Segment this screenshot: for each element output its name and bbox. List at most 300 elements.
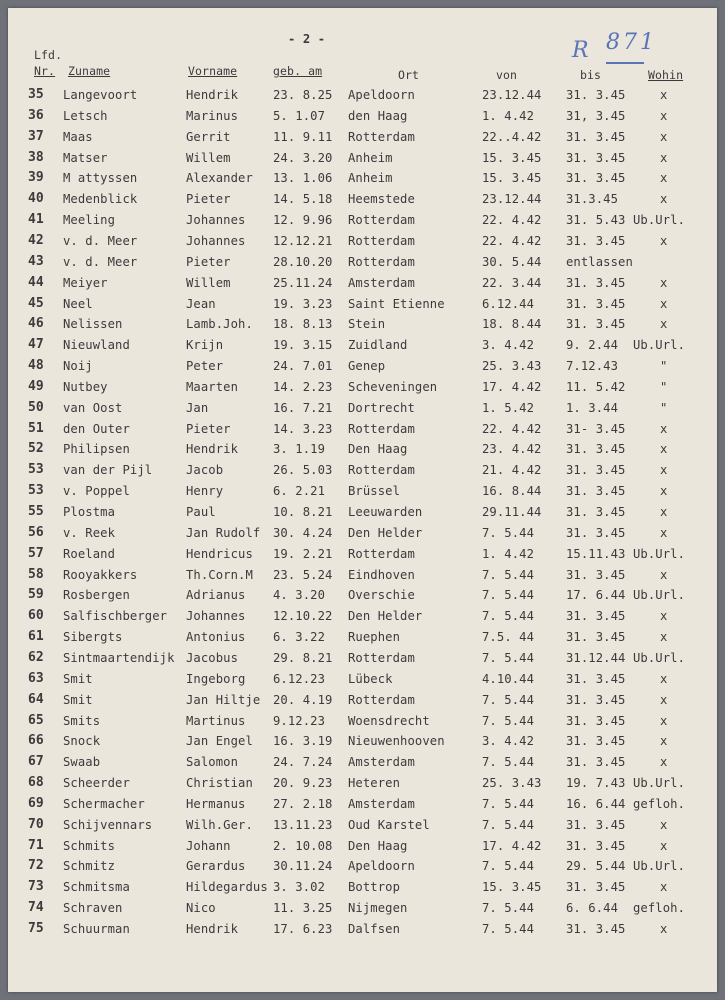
row-nr: 73 xyxy=(28,879,44,895)
row-ort: Den Helder xyxy=(348,525,423,540)
row-wohin: x xyxy=(660,421,668,436)
row-bis: 31. 3.45 xyxy=(566,755,626,770)
row-bis: 7.12.43 xyxy=(566,359,619,374)
table-row xyxy=(8,255,717,275)
row-nr: 71 xyxy=(28,837,44,853)
row-nr: 35 xyxy=(28,87,44,102)
row-geb: 30.11.24 xyxy=(273,859,333,874)
row-geb: 12.10.22 xyxy=(273,609,333,624)
row-vorname: Johannes xyxy=(186,233,246,248)
row-vorname: Jacobus xyxy=(186,650,239,665)
row-nr: 41 xyxy=(28,212,44,228)
row-nr: 52 xyxy=(28,441,44,457)
row-von: 23.12.44 xyxy=(482,88,542,102)
row-von: 30. 5.44 xyxy=(482,254,542,269)
row-vorname: Th.Corn.M xyxy=(186,567,253,582)
row-ort: Apeldoorn xyxy=(348,859,415,874)
row-geb: 24. 3.20 xyxy=(273,150,333,165)
table-row xyxy=(8,630,717,650)
row-bis: 31. 3.45 xyxy=(566,150,626,165)
row-zuname: Sintmaartendijk xyxy=(63,650,175,665)
table-row xyxy=(8,276,717,296)
archive-annotation-number: 871 xyxy=(606,30,657,55)
row-zuname: Philipsen xyxy=(63,442,130,457)
table-row xyxy=(8,234,717,254)
row-wohin: x xyxy=(660,88,668,102)
row-zuname: van der Pijl xyxy=(63,463,153,478)
row-nr: 50 xyxy=(28,399,44,415)
row-nr: 59 xyxy=(28,587,44,603)
row-nr: 60 xyxy=(28,608,44,624)
row-zuname: Nutbey xyxy=(63,379,108,394)
row-vorname: Johannes xyxy=(186,609,246,624)
row-bis: 31. 3.45 xyxy=(566,630,626,645)
table-row xyxy=(8,422,717,442)
row-geb: 30. 4.24 xyxy=(273,525,333,540)
row-zuname: Langevoort xyxy=(63,88,138,102)
row-wohin: x xyxy=(660,609,668,624)
row-wohin: x xyxy=(660,442,668,457)
row-vorname: Jan Rudolf xyxy=(186,525,261,540)
row-wohin: x xyxy=(660,484,668,499)
table-row xyxy=(8,568,717,588)
row-geb: 23. 8.25 xyxy=(273,88,333,102)
row-geb: 27. 2.18 xyxy=(273,796,333,811)
row-nr: 46 xyxy=(28,316,44,332)
row-wohin: x xyxy=(660,463,668,478)
row-geb: 19. 3.15 xyxy=(273,338,333,353)
row-vorname: Pieter xyxy=(186,192,231,207)
row-zuname: van Oost xyxy=(63,400,123,415)
table-row xyxy=(8,463,717,483)
row-bis: 31. 3.45 xyxy=(566,922,626,936)
table-row xyxy=(8,922,717,942)
row-vorname: Hermanus xyxy=(186,796,246,811)
row-vorname: Alexander xyxy=(186,171,253,186)
row-wohin: x xyxy=(660,922,668,936)
row-geb: 14. 5.18 xyxy=(273,192,333,207)
row-geb: 3. 3.02 xyxy=(273,880,326,895)
row-nr: 51 xyxy=(28,420,44,436)
row-nr: 64 xyxy=(28,691,44,707)
row-geb: 13. 1.06 xyxy=(273,171,333,186)
row-vorname: Antonius xyxy=(186,630,246,645)
page-number: - 2 - xyxy=(288,32,326,46)
row-geb: 5. 1.07 xyxy=(273,108,326,123)
row-vorname: Gerrit xyxy=(186,129,231,144)
row-ort: Rotterdam xyxy=(348,546,415,561)
table-row xyxy=(8,526,717,546)
row-von: 25. 3.43 xyxy=(482,359,542,374)
row-nr: 58 xyxy=(28,566,44,582)
row-bis: entlassen xyxy=(566,254,633,269)
row-bis: 31. 3.45 xyxy=(566,275,626,290)
row-wohin: x xyxy=(660,275,668,290)
row-geb: 20. 9.23 xyxy=(273,776,333,791)
table-row xyxy=(8,213,717,233)
row-nr: 70 xyxy=(28,816,44,832)
document-page xyxy=(8,8,717,992)
row-geb: 17. 6.23 xyxy=(273,922,333,936)
row-ort: Anheim xyxy=(348,171,393,186)
row-ort: Nijmegen xyxy=(348,901,408,916)
row-wohin: x xyxy=(660,296,668,311)
row-bis: 1. 3.44 xyxy=(566,400,619,415)
row-vorname: Christian xyxy=(186,776,253,791)
row-von: 7. 5.44 xyxy=(482,713,535,728)
row-von: 1. 5.42 xyxy=(482,400,535,415)
row-von: 15. 3.45 xyxy=(482,171,542,186)
row-zuname: Schermacher xyxy=(63,796,145,811)
row-geb: 6. 3.22 xyxy=(273,630,326,645)
table-row xyxy=(8,547,717,567)
table-row xyxy=(8,776,717,796)
header-geb-am: geb. am xyxy=(273,64,323,78)
row-vorname: Marinus xyxy=(186,108,239,123)
row-ort: Rotterdam xyxy=(348,233,415,248)
row-geb: 6.12.23 xyxy=(273,671,326,686)
row-zuname: Smits xyxy=(63,713,101,728)
row-von: 23.12.44 xyxy=(482,192,542,207)
header-nr: Nr. xyxy=(34,64,56,78)
row-nr: 61 xyxy=(28,629,44,645)
row-wohin: Ub.Url. xyxy=(633,213,686,228)
row-wohin: x xyxy=(660,713,668,728)
row-von: 22..4.42 xyxy=(482,129,542,144)
row-ort: Zuidland xyxy=(348,338,408,353)
row-zuname: Snock xyxy=(63,734,101,749)
table-row xyxy=(8,880,717,900)
row-bis: 11. 5.42 xyxy=(566,379,626,394)
row-vorname: Maarten xyxy=(186,379,239,394)
row-nr: 53 xyxy=(28,483,44,499)
row-wohin: x xyxy=(660,233,668,248)
row-wohin: Ub.Url. xyxy=(633,546,686,561)
row-von: 3. 4.42 xyxy=(482,734,535,749)
row-von: 7. 5.44 xyxy=(482,796,535,811)
table-row xyxy=(8,192,717,212)
row-wohin: x xyxy=(660,150,668,165)
row-bis: 31. 3.45 xyxy=(566,88,626,102)
row-vorname: Hendrik xyxy=(186,88,239,102)
row-von: 7. 5.44 xyxy=(482,525,535,540)
row-vorname: Salomon xyxy=(186,755,239,770)
row-bis: 31. 3.45 xyxy=(566,463,626,478)
row-von: 22. 4.42 xyxy=(482,421,542,436)
row-zuname: Plostma xyxy=(63,505,116,519)
row-nr: 45 xyxy=(28,295,44,311)
row-zuname: Schmitz xyxy=(63,859,116,874)
row-vorname: Paul xyxy=(186,505,216,519)
header-vorname: Vorname xyxy=(188,64,238,78)
row-bis: 31. 3.45 xyxy=(566,505,626,519)
table-row xyxy=(8,297,717,317)
row-wohin: x xyxy=(660,317,668,332)
row-zuname: Schijvennars xyxy=(63,817,153,832)
table-row xyxy=(8,380,717,400)
table-row xyxy=(8,651,717,671)
row-vorname: Jan Hiltje xyxy=(186,692,261,707)
table-row xyxy=(8,588,717,608)
row-bis: 31. 3.45 xyxy=(566,525,626,540)
row-von: 7. 5.44 xyxy=(482,588,535,603)
row-bis: 6. 6.44 xyxy=(566,901,619,916)
table-row xyxy=(8,818,717,838)
row-wohin: " xyxy=(660,400,668,415)
row-wohin: x xyxy=(660,505,668,519)
row-ort: Rotterdam xyxy=(348,254,415,269)
row-nr: 43 xyxy=(28,253,44,269)
row-zuname: Salfischberger xyxy=(63,609,168,624)
row-bis: 31. 3.45 xyxy=(566,838,626,853)
row-ort: Dortrecht xyxy=(348,400,415,415)
row-nr: 48 xyxy=(28,358,44,374)
row-geb: 26. 5.03 xyxy=(273,463,333,478)
table-row xyxy=(8,839,717,859)
row-wohin: Ub.Url. xyxy=(633,338,686,353)
row-ort: Rotterdam xyxy=(348,650,415,665)
row-wohin: x xyxy=(660,567,668,582)
row-wohin: x xyxy=(660,129,668,144)
row-nr: 42 xyxy=(28,232,44,248)
row-ort: Nieuwenhooven xyxy=(348,734,445,749)
table-row xyxy=(8,609,717,629)
row-bis: 29. 5.44 xyxy=(566,859,626,874)
table-row xyxy=(8,755,717,775)
row-geb: 18. 8.13 xyxy=(273,317,333,332)
row-wohin: Ub.Url. xyxy=(633,776,686,791)
archive-annotation-letter: R xyxy=(572,38,589,63)
table-row xyxy=(8,359,717,379)
row-bis: 31. 3.45 xyxy=(566,880,626,895)
row-geb: 28.10.20 xyxy=(273,254,333,269)
table-row xyxy=(8,442,717,462)
row-vorname: Ingeborg xyxy=(186,671,246,686)
row-von: 23. 4.42 xyxy=(482,442,542,457)
table-row xyxy=(8,505,717,525)
header-lfd: Lfd. xyxy=(34,48,63,62)
row-vorname: Jan Engel xyxy=(186,734,253,749)
row-ort: Eindhoven xyxy=(348,567,415,582)
row-nr: 67 xyxy=(28,754,44,770)
row-bis: 31. 3.45 xyxy=(566,484,626,499)
row-vorname: Pieter xyxy=(186,421,231,436)
row-von: 18. 8.44 xyxy=(482,317,542,332)
row-von: 15. 3.45 xyxy=(482,150,542,165)
row-zuname: Neel xyxy=(63,296,93,311)
row-von: 6.12.44 xyxy=(482,296,535,311)
row-geb: 13.11.23 xyxy=(273,817,333,832)
annotation-underline xyxy=(606,62,644,64)
row-wohin: x xyxy=(660,108,668,123)
header-ort: Ort xyxy=(398,68,420,82)
row-zuname: Schmitsma xyxy=(63,880,130,895)
row-ort: Overschie xyxy=(348,588,415,603)
row-wohin: x xyxy=(660,817,668,832)
row-nr: 62 xyxy=(28,649,44,665)
row-vorname: Hendrik xyxy=(186,442,239,457)
row-nr: 55 xyxy=(28,504,44,519)
row-zuname: Smit xyxy=(63,692,93,707)
row-ort: Ruephen xyxy=(348,630,401,645)
row-nr: 56 xyxy=(28,524,44,540)
row-ort: Brüssel xyxy=(348,484,401,499)
row-ort: Rotterdam xyxy=(348,213,415,228)
row-bis: 31. 3.45 xyxy=(566,296,626,311)
row-ort: Saint Etienne xyxy=(348,296,445,311)
row-von: 15. 3.45 xyxy=(482,880,542,895)
row-zuname: Maas xyxy=(63,129,93,144)
row-vorname: Johannes xyxy=(186,213,246,228)
row-zuname: Rooyakkers xyxy=(63,567,138,582)
row-vorname: Hildegardus xyxy=(186,880,268,895)
row-ort: Den Haag xyxy=(348,838,408,853)
row-geb: 16. 7.21 xyxy=(273,400,333,415)
row-von: 1. 4.42 xyxy=(482,108,535,123)
row-bis: 17. 6.44 xyxy=(566,588,626,603)
row-nr: 36 xyxy=(28,107,44,123)
row-vorname: Jan xyxy=(186,400,209,415)
row-zuname: Rosbergen xyxy=(63,588,130,603)
row-geb: 29. 8.21 xyxy=(273,650,333,665)
row-nr: 63 xyxy=(28,670,44,686)
row-zuname: Swaab xyxy=(63,755,101,770)
header-zuname: Zuname xyxy=(68,64,111,78)
row-von: 7. 5.44 xyxy=(482,692,535,707)
row-vorname: Nico xyxy=(186,901,216,916)
row-geb: 2. 10.08 xyxy=(273,838,333,853)
row-bis: 31. 3.45 xyxy=(566,817,626,832)
row-ort: Lübeck xyxy=(348,671,393,686)
row-von: 7. 5.44 xyxy=(482,609,535,624)
row-wohin: gefloh. xyxy=(633,901,686,916)
table-row xyxy=(8,109,717,129)
row-nr: 37 xyxy=(28,128,44,144)
row-ort: Rotterdam xyxy=(348,463,415,478)
row-von: 7.5. 44 xyxy=(482,630,535,645)
row-bis: 31. 3.45 xyxy=(566,713,626,728)
row-bis: 31. 5.43 xyxy=(566,213,626,228)
row-von: 16. 8.44 xyxy=(482,484,542,499)
row-von: 7. 5.44 xyxy=(482,859,535,874)
row-ort: Dalfsen xyxy=(348,922,401,936)
row-vorname: Lamb.Joh. xyxy=(186,317,253,332)
row-von: 21. 4.42 xyxy=(482,463,542,478)
row-von: 17. 4.42 xyxy=(482,838,542,853)
row-vorname: Willem xyxy=(186,150,231,165)
row-vorname: Martinus xyxy=(186,713,246,728)
row-ort: Den Haag xyxy=(348,442,408,457)
row-nr: 66 xyxy=(28,733,44,749)
row-zuname: Letsch xyxy=(63,108,108,123)
row-geb: 23. 5.24 xyxy=(273,567,333,582)
row-von: 22. 4.42 xyxy=(482,213,542,228)
row-geb: 4. 3.20 xyxy=(273,588,326,603)
row-vorname: Johann xyxy=(186,838,231,853)
row-geb: 12.12.21 xyxy=(273,233,333,248)
row-wohin: x xyxy=(660,880,668,895)
row-vorname: Peter xyxy=(186,359,224,374)
row-zuname: Schmits xyxy=(63,838,116,853)
row-vorname: Willem xyxy=(186,275,231,290)
row-bis: 31. 3.45 xyxy=(566,609,626,624)
row-wohin: x xyxy=(660,671,668,686)
row-zuname: Scheerder xyxy=(63,776,130,791)
row-geb: 19. 2.21 xyxy=(273,546,333,561)
table-row xyxy=(8,797,717,817)
row-nr: 47 xyxy=(28,337,44,353)
row-vorname: Hendricus xyxy=(186,546,253,561)
row-zuname: v. d. Meer xyxy=(63,233,138,248)
row-zuname: M attyssen xyxy=(63,171,138,186)
row-ort: den Haag xyxy=(348,108,408,123)
row-von: 7. 5.44 xyxy=(482,817,535,832)
row-ort: Heemstede xyxy=(348,192,415,207)
row-zuname: Meeling xyxy=(63,213,116,228)
row-von: 7. 5.44 xyxy=(482,901,535,916)
row-wohin: x xyxy=(660,630,668,645)
row-geb: 14. 3.23 xyxy=(273,421,333,436)
row-nr: 38 xyxy=(28,149,44,165)
row-nr: 44 xyxy=(28,274,44,290)
row-nr: 39 xyxy=(28,170,44,186)
row-von: 1. 4.42 xyxy=(482,546,535,561)
row-bis: 31. 3.45 xyxy=(566,317,626,332)
row-von: 3. 4.42 xyxy=(482,338,535,353)
row-bis: 31. 3.45 xyxy=(566,567,626,582)
row-ort: Rotterdam xyxy=(348,692,415,707)
row-vorname: Krijn xyxy=(186,338,224,353)
row-wohin: x xyxy=(660,838,668,853)
row-bis: 31. 3.45 xyxy=(566,734,626,749)
row-wohin: x xyxy=(660,525,668,540)
row-nr: 72 xyxy=(28,858,44,874)
row-bis: 31. 3.45 xyxy=(566,129,626,144)
row-ort: Den Helder xyxy=(348,609,423,624)
row-zuname: Schuurman xyxy=(63,922,130,936)
row-ort: Oud Karstel xyxy=(348,817,430,832)
row-vorname: Pieter xyxy=(186,254,231,269)
row-geb: 6. 2.21 xyxy=(273,484,326,499)
row-bis: 31, 3.45 xyxy=(566,108,626,123)
row-bis: 31. 3.45 xyxy=(566,442,626,457)
row-wohin: gefloh. xyxy=(633,796,686,811)
row-zuname: Sibergts xyxy=(63,630,123,645)
row-ort: Amsterdam xyxy=(348,796,415,811)
row-zuname: Matser xyxy=(63,150,108,165)
row-vorname: Adrianus xyxy=(186,588,246,603)
row-von: 22. 4.42 xyxy=(482,233,542,248)
row-ort: Rotterdam xyxy=(348,129,415,144)
row-von: 7. 5.44 xyxy=(482,650,535,665)
row-geb: 24. 7.24 xyxy=(273,755,333,770)
row-geb: 24. 7.01 xyxy=(273,359,333,374)
table-row xyxy=(8,338,717,358)
row-von: 7. 5.44 xyxy=(482,567,535,582)
row-zuname: Smit xyxy=(63,671,93,686)
row-nr: 75 xyxy=(28,921,44,936)
row-wohin: x xyxy=(660,755,668,770)
row-von: 22. 3.44 xyxy=(482,275,542,290)
row-geb: 19. 3.23 xyxy=(273,296,333,311)
row-nr: 49 xyxy=(28,378,44,394)
row-geb: 11. 3.25 xyxy=(273,901,333,916)
table-row xyxy=(8,734,717,754)
row-bis: 16. 6.44 xyxy=(566,796,626,811)
table-row xyxy=(8,130,717,150)
table-row xyxy=(8,484,717,504)
row-wohin: " xyxy=(660,379,668,394)
